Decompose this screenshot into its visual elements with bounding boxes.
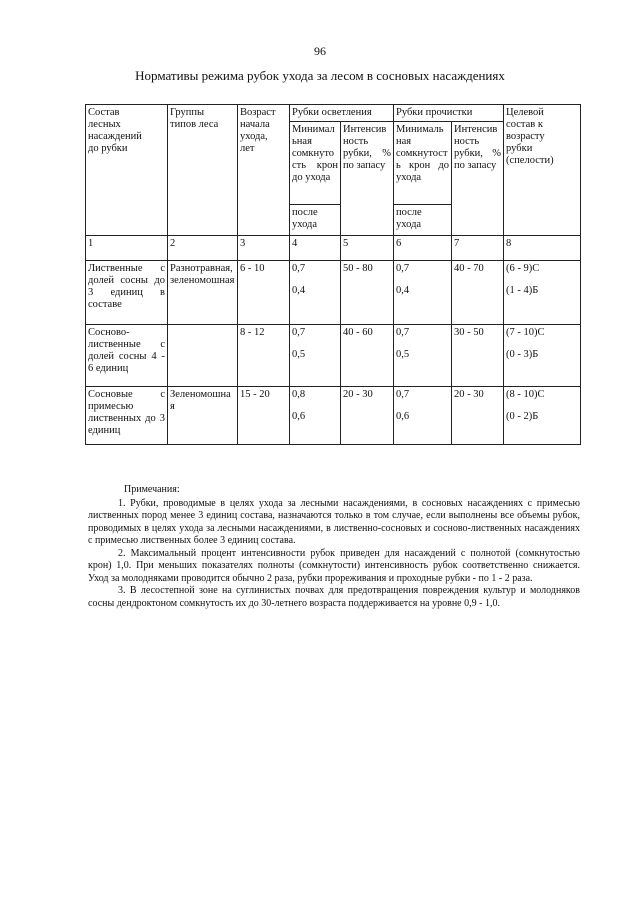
notes-heading: Примечания: bbox=[124, 484, 180, 495]
cell-thinning-intensity: 30 - 50 bbox=[452, 325, 504, 387]
column-number: 4 bbox=[290, 236, 341, 261]
header-row-1 bbox=[86, 105, 581, 122]
column-number: 7 bbox=[452, 236, 504, 261]
header-thinning-intensity: Интенсивность рубки, % по запасу bbox=[452, 122, 504, 236]
column-number: 2 bbox=[168, 236, 238, 261]
target-pine-value: (7 - 10)С bbox=[506, 327, 545, 338]
thinning-min-value: 0,7 bbox=[396, 263, 410, 274]
cell-target-composition bbox=[504, 387, 581, 445]
cell-start-age: 8 - 12 bbox=[238, 325, 290, 387]
cell-thinning-density bbox=[394, 387, 452, 445]
document-title: Нормативы режима рубок ухода за лесом в сосновых насаждениях bbox=[135, 68, 505, 83]
thinning-after-value: 0,5 bbox=[396, 349, 410, 360]
table-row bbox=[86, 261, 581, 325]
cell-forest-type bbox=[168, 325, 238, 387]
target-birch-value: (0 - 3)Б bbox=[506, 349, 539, 360]
target-pine-value: (8 - 10)С bbox=[506, 389, 545, 400]
cell-thinning-intensity: 40 - 70 bbox=[452, 261, 504, 325]
column-number: 1 bbox=[86, 236, 168, 261]
clearing-after-value: 0,6 bbox=[292, 411, 306, 422]
thinning-min-value: 0,7 bbox=[396, 389, 410, 400]
header-forest-type: Группы типов леса bbox=[168, 105, 238, 236]
table-row bbox=[86, 387, 581, 445]
header-target-composition: Целевой состав к возрасту рубки (спелости) bbox=[504, 105, 581, 236]
cell-forest-type: Разнотравная, зеленомошная bbox=[168, 261, 238, 325]
page-number: 96 bbox=[314, 44, 326, 58]
cell-start-age: 6 - 10 bbox=[238, 261, 290, 325]
column-number-row bbox=[86, 236, 581, 261]
cell-clearing-density bbox=[290, 325, 341, 387]
table-row bbox=[86, 325, 581, 387]
header-clearing-group: Рубки осветления bbox=[290, 105, 394, 122]
cell-forest-type: Зеленомошная bbox=[168, 387, 238, 445]
header-clearing-min-density: Минимальная сомкнутость крон до ухода bbox=[290, 122, 341, 205]
cell-target-composition bbox=[504, 325, 581, 387]
cell-clearing-intensity: 50 - 80 bbox=[341, 261, 394, 325]
target-pine-value: (6 - 9)С bbox=[506, 263, 540, 274]
target-birch-value: (1 - 4)Б bbox=[506, 285, 539, 296]
notes-section bbox=[88, 484, 580, 610]
clearing-min-value: 0,7 bbox=[292, 327, 306, 338]
cell-target-composition bbox=[504, 261, 581, 325]
thinning-min-value: 0,7 bbox=[396, 327, 410, 338]
header-clearing-intensity: Интенсивность рубки, % по запасу bbox=[341, 122, 394, 236]
column-number: 6 bbox=[394, 236, 452, 261]
header-start-age: Возраст начала ухода, лет bbox=[238, 105, 290, 236]
cell-clearing-density bbox=[290, 261, 341, 325]
clearing-min-value: 0,7 bbox=[292, 263, 306, 274]
cell-composition: Лиственные с долей сосны до 3 единиц в составе bbox=[86, 261, 168, 325]
note-item: 2. Максимальный процент интенсивности рубок приведен для насаждений с полнотой (сомкнутостью крон) 1,0. При меньших показателях полноты (сомкнутости) интенсивность рубок соответственно снижается. Уход за молодняками проводится обычно 2 раза, рубки прореживания и проходные рубки - по 1 - 2 раза. bbox=[88, 547, 580, 584]
note-item: 1. Рубки, проводимые в целях ухода за лесными насаждениями, в сосновых насаждениях с примесью лиственных пород менее 3 единиц состава, назначаются только в том случае, если выполнены все объемы рубок, проводимых в целях ухода за лесными насаждениями, в лиственно-сосновых и сосново-лиственных насаждениях с примесью лиственных более 3 единиц состава. bbox=[88, 497, 580, 546]
header-thinning-after: после ухода bbox=[394, 205, 452, 236]
header-thinning-min-density: Минимальная сомкнутость крон до ухода bbox=[394, 122, 452, 205]
header-thinning-group: Рубки прочистки bbox=[394, 105, 504, 122]
cell-clearing-density bbox=[290, 387, 341, 445]
column-number: 8 bbox=[504, 236, 581, 261]
header-clearing-after: после ухода bbox=[290, 205, 341, 236]
cell-start-age: 15 - 20 bbox=[238, 387, 290, 445]
thinning-after-value: 0,6 bbox=[396, 411, 410, 422]
cell-thinning-density bbox=[394, 325, 452, 387]
cell-composition: Сосново-лиственные с долей сосны 4 - 6 единиц bbox=[86, 325, 168, 387]
clearing-after-value: 0,5 bbox=[292, 349, 306, 360]
cell-composition: Сосновые с примесью лиственных до 3 единиц bbox=[86, 387, 168, 445]
column-number: 5 bbox=[341, 236, 394, 261]
clearing-after-value: 0,4 bbox=[292, 285, 306, 296]
clearing-min-value: 0,8 bbox=[292, 389, 306, 400]
target-birch-value: (0 - 2)Б bbox=[506, 411, 539, 422]
norms-table bbox=[85, 104, 581, 445]
cell-thinning-density bbox=[394, 261, 452, 325]
note-item: 3. В лесостепной зоне на суглинистых почвах для предотвращения повреждения культур и молодняков сосны дендроктоном сомкнутость их до 30-летнего возраста поддерживается на уровне 0,9 - 1,0. bbox=[88, 585, 580, 609]
cell-clearing-intensity: 40 - 60 bbox=[341, 325, 394, 387]
header-composition: Состав лесных насаждений до рубки bbox=[86, 105, 168, 236]
column-number: 3 bbox=[238, 236, 290, 261]
thinning-after-value: 0,4 bbox=[396, 285, 410, 296]
cell-clearing-intensity: 20 - 30 bbox=[341, 387, 394, 445]
cell-thinning-intensity: 20 - 30 bbox=[452, 387, 504, 445]
